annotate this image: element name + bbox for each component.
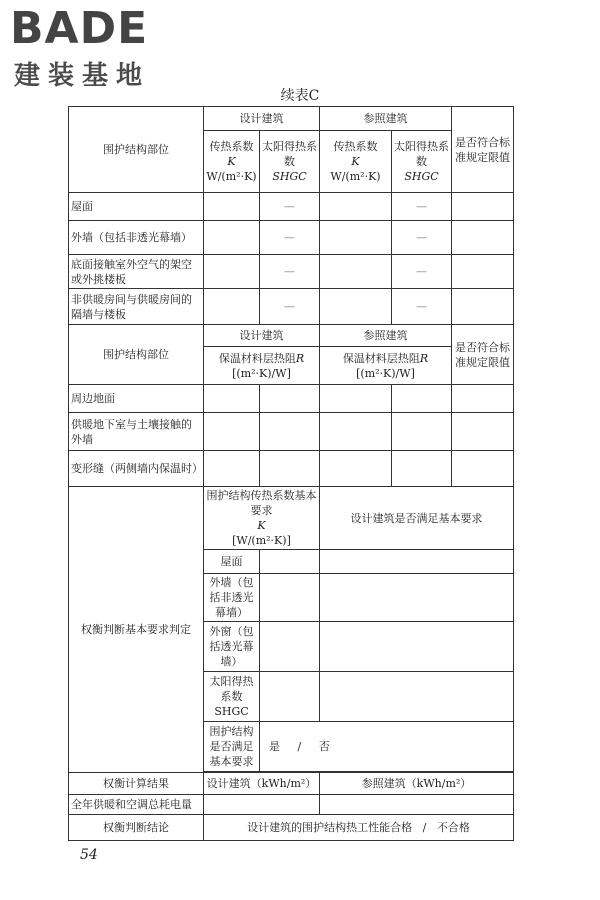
- cell: [320, 413, 392, 451]
- cell: [320, 385, 392, 413]
- cell: [204, 255, 260, 289]
- t4-design-unit: 设计建筑（kWh/m²）: [204, 773, 320, 795]
- t1-row-header: 围护结构部位: [69, 107, 204, 193]
- t1-dash: —: [260, 221, 320, 255]
- cell: [320, 574, 514, 622]
- t2-row-header: 围护结构部位: [69, 325, 204, 385]
- cell: [320, 289, 392, 325]
- t2-row-label: 变形缝（两侧墙内保温时）: [69, 451, 204, 487]
- table-row: [69, 255, 514, 289]
- t3-final-label: 围护结构是否满足基本要求: [204, 722, 260, 772]
- cell: [452, 255, 514, 289]
- table-row: [69, 193, 514, 221]
- table-row: [69, 289, 514, 325]
- t1-dash: —: [392, 255, 452, 289]
- t3-row-header: 权衡判断基本要求判定: [69, 487, 204, 773]
- cell: [260, 385, 320, 413]
- t4-reference-unit: 参照建筑（kWh/m²）: [320, 773, 514, 795]
- cell: [260, 550, 320, 574]
- table-row: [69, 385, 514, 413]
- cell: [452, 385, 514, 413]
- t1-reference-header: 参照建筑: [320, 107, 452, 131]
- table-caption: 续表C: [280, 88, 320, 104]
- t1-row-label: 外墙（包括非透光幕墙）: [69, 221, 204, 255]
- cell: [204, 795, 320, 815]
- cell: [392, 385, 452, 413]
- cell: [204, 289, 260, 325]
- cell: [392, 413, 452, 451]
- cell: [260, 413, 320, 451]
- t1-dash: —: [260, 289, 320, 325]
- t2-design-header: 设计建筑: [204, 325, 320, 347]
- t2-compliance-header: 是否符合标准规定限值: [452, 325, 514, 385]
- t1-dash: —: [392, 289, 452, 325]
- cell: [452, 451, 514, 487]
- cell: [452, 221, 514, 255]
- t1-row-label: 屋面: [69, 193, 204, 221]
- t4-conclusion-label: 权衡判断结论: [69, 815, 204, 841]
- cell: [204, 221, 260, 255]
- t3-row-label: 外墙（包括非透光幕墙）: [204, 574, 260, 622]
- t2-design-r: 保温材料层热阻R [(m²·K)/W]: [204, 347, 320, 385]
- cell: [392, 451, 452, 487]
- t1-row-label: 非供暖房间与供暖房间的隔墙与楼板: [69, 289, 204, 325]
- t3-row-label: 外窗（包括透光幕墙）: [204, 622, 260, 672]
- t1-dash: —: [392, 221, 452, 255]
- cell: [204, 413, 260, 451]
- t1-reference-shgc: 太阳得热系数 SHGC: [392, 131, 452, 193]
- t4-calc-label: 权衡计算结果: [69, 773, 204, 795]
- t3-row-label: 屋面: [204, 550, 260, 574]
- cell: [204, 451, 260, 487]
- table-row: [69, 451, 514, 487]
- t1-dash: —: [260, 193, 320, 221]
- table-row: [69, 413, 514, 451]
- page-number: 54: [80, 847, 98, 863]
- cell: [452, 413, 514, 451]
- cell: [260, 672, 320, 722]
- t2-row-label: 周边地面: [69, 385, 204, 413]
- t1-dash: —: [392, 193, 452, 221]
- cell: [320, 550, 514, 574]
- logo-subtitle: 建装基地: [14, 61, 151, 91]
- cell: [204, 193, 260, 221]
- logo-wordmark: BADE: [10, 3, 149, 54]
- cell: [452, 289, 514, 325]
- cell: [320, 622, 514, 672]
- t1-row-label: 底面接触室外空气的架空或外挑楼板: [69, 255, 204, 289]
- t3-basic-k-header: 围护结构传热系数基本要求 K [W/(m²·K)]: [204, 487, 320, 550]
- cell: [320, 221, 392, 255]
- t2-reference-header: 参照建筑: [320, 325, 452, 347]
- cell: [260, 622, 320, 672]
- cell: [452, 193, 514, 221]
- cell: [320, 672, 514, 722]
- cell: [320, 795, 514, 815]
- t4-energy-label: 全年供暖和空调总耗电量: [69, 795, 204, 815]
- t4-conclusion-text: 设计建筑的围护结构热工性能合格 / 不合格: [204, 815, 514, 841]
- t3-row-label: 太阳得热系数SHGC: [204, 672, 260, 722]
- cell: [260, 574, 320, 622]
- t3-meets-header: 设计建筑是否满足基本要求: [320, 487, 514, 550]
- t1-design-k: 传热系数 K W/(m²·K): [204, 131, 260, 193]
- t1-reference-k: 传热系数 K W/(m²·K): [320, 131, 392, 193]
- t1-compliance-header: 是否符合标准规定限值: [452, 107, 514, 193]
- cell: [260, 451, 320, 487]
- table-row: [69, 221, 514, 255]
- t2-row-label: 供暖地下室与土壤接触的外墙: [69, 413, 204, 451]
- cell: [320, 255, 392, 289]
- evaluation-table: [68, 106, 514, 841]
- cell: [204, 385, 260, 413]
- t1-design-header: 设计建筑: [204, 107, 320, 131]
- cell: [320, 451, 392, 487]
- t3-final-options: 是 / 否: [260, 722, 514, 772]
- t1-dash: —: [260, 255, 320, 289]
- t2-reference-r: 保温材料层热阻R [(m²·K)/W]: [320, 347, 452, 385]
- t1-design-shgc: 太阳得热系数 SHGC: [260, 131, 320, 193]
- cell: [320, 193, 392, 221]
